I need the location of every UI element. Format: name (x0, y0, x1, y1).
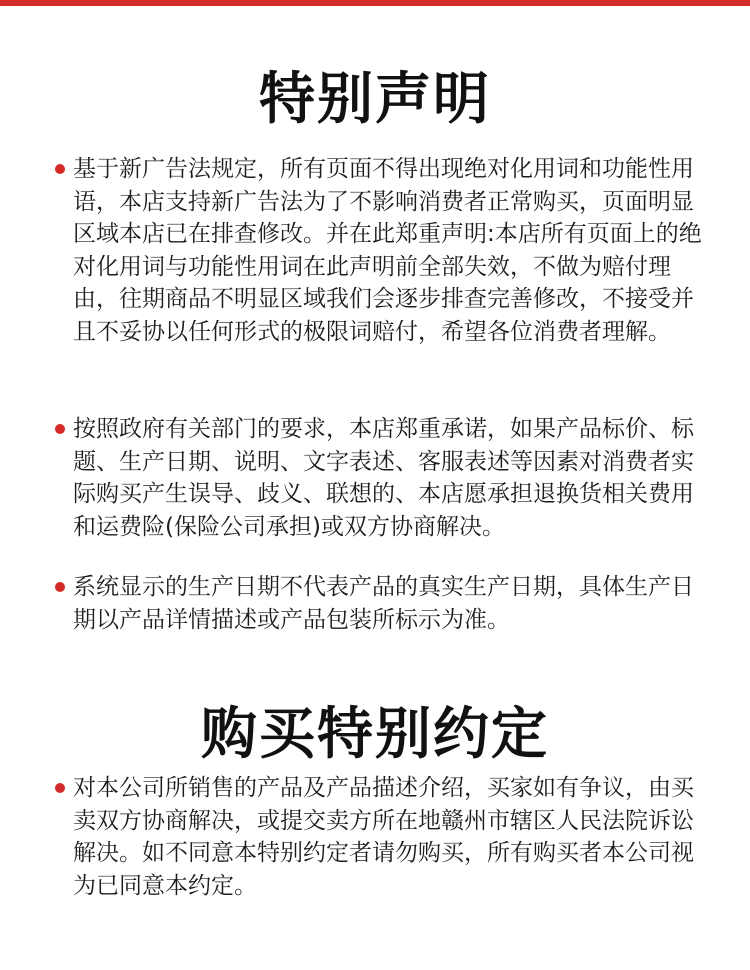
section-title-special-statement: 特别声明 (259, 67, 491, 132)
section-title-purchase-agreement: 购买特别约定 (201, 702, 549, 767)
agreement-paragraph-text: 对本公司所销售的产品及产品描述介绍，买家如有争议，由买卖双方协商解决，或提交卖方所在地赣州市辖区人民法院诉讼解决。如不同意本特别约定者请勿购买，所有购买者本公司视为已同意本约定。 (73, 775, 694, 899)
statement-paragraph-3 (55, 571, 715, 636)
bullet-dot-icon (55, 783, 65, 793)
bullet-dot-icon (55, 582, 65, 592)
bullet-dot-icon (55, 424, 65, 434)
bullet-dot-icon (55, 164, 65, 174)
statement-paragraph-text: 基于新广告法规定，所有页面不得出现绝对化用词和功能性用语，本店支持新广告法为了不影响消费者正常购买，页面明显区域本店已在排查修改。并在此郑重声明:本店所有页面上的绝对化用词与功能性用词在此声明前全部失效，不做为赔付理由，往期商品不明显区域我们会逐步排查完善修改，不接受并且不妥协以任何形式的极限词赔付，希望各位消费者理解。 (73, 156, 702, 345)
agreement-paragraph-1 (55, 772, 715, 902)
statement-paragraph-text: 按照政府有关部门的要求，本店郑重承诺，如果产品标价、标题、生产日期、说明、文字表述、客服表述等因素对消费者实际购买产生误导、歧义、联想的、本店愿承担退换货相关费用和运费险(保险公司承担)或双方协商解决。 (73, 416, 694, 540)
statement-paragraph-text: 系统显示的生产日期不代表产品的真实生产日期，具体生产日期以产品详情描述或产品包装所标示为准。 (73, 574, 694, 633)
statement-paragraph-2 (55, 413, 715, 543)
statement-paragraph-1 (55, 153, 715, 348)
top-accent-bar (0, 0, 750, 6)
